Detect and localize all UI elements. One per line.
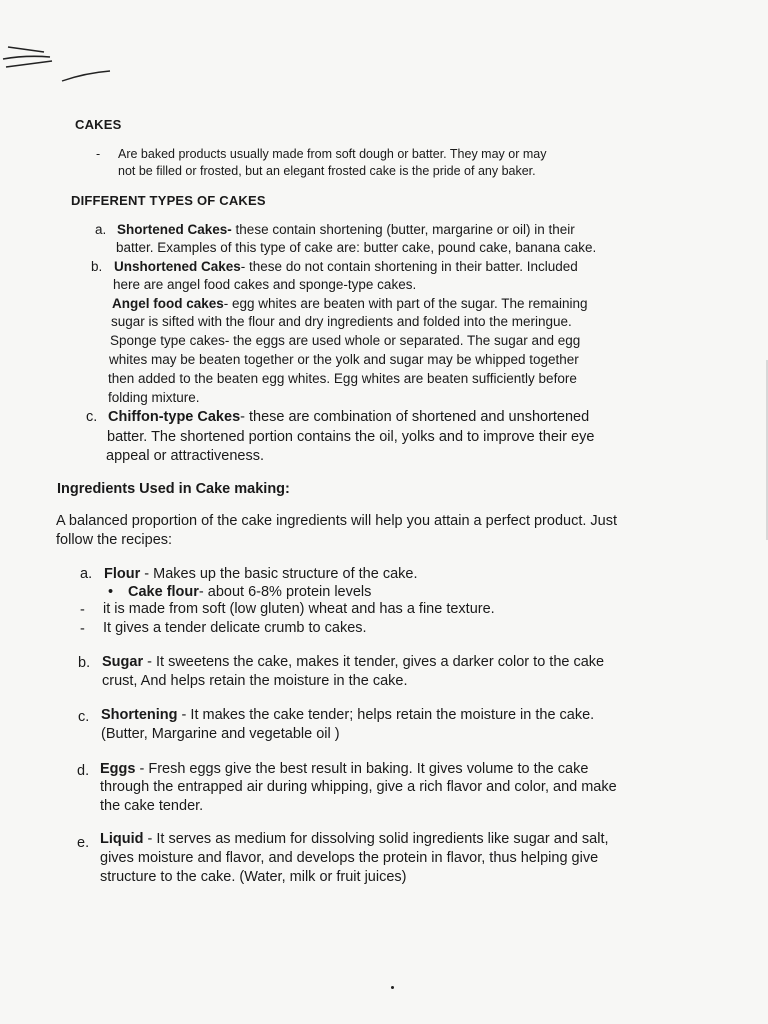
type-c-line-1 [108, 408, 589, 428]
handwritten-marks [0, 35, 120, 90]
type-a-marker: a. [95, 222, 107, 237]
shortening-marker: c. [78, 709, 90, 725]
sugar-marker: b. [78, 655, 91, 671]
liquid-term: Liquid [100, 831, 144, 847]
cake-flour-text: - about 6-8% protein levels [198, 584, 372, 600]
intro-line-1: Are baked products usually made from soft dough or batter. They may or may [118, 147, 547, 161]
intro-line-2: not be filled or frosted, but an elegant frosted cake is the pride of any baker. [118, 164, 536, 178]
shortening-line-2: (Butter, Margarine and vegetable oil ) [101, 726, 340, 742]
sponge-line-4: folding mixture. [108, 390, 200, 405]
liquid-line-3: structure to the cake. (Water, milk or fruit juices) [100, 869, 407, 885]
type-b-text-1: - these do not contain shortening in their batter. Included [240, 259, 578, 274]
type-a-line-1 [117, 221, 575, 240]
sugar-line-1 [102, 653, 604, 673]
flour-line [104, 565, 418, 585]
shortening-term: Shortening [101, 707, 178, 723]
sponge-line-3: then added to the beaten egg whites. Egg whites are beaten sufficiently before [108, 371, 577, 386]
sponge-line-2: whites may be beaten together or the yolk and sugar may be whipped together [109, 352, 579, 367]
section-title-cakes: CAKES [75, 117, 122, 132]
liquid-line-2: gives moisture and flavor, and develops the protein in flavor, thus helping give [100, 850, 599, 866]
type-c-line-2: batter. The shortened portion contains the oil, yolks and to improve their eye [107, 429, 595, 445]
type-b-term: Unshortened Cakes [114, 259, 241, 274]
type-a-term: Shortened Cakes- [117, 222, 232, 237]
page-dot-mark [391, 986, 394, 989]
flour-note-1: it is made from soft (low gluten) wheat and has a fine texture. [103, 601, 495, 617]
shortening-text-1: - It makes the cake tender; helps retain the moisture in the cake. [177, 707, 595, 723]
type-b-line-1 [114, 258, 578, 277]
flour-dash-2: - [80, 621, 85, 637]
eggs-term: Eggs [100, 761, 136, 777]
flour-note-2: It gives a tender delicate crumb to cakes. [103, 620, 367, 636]
flour-marker: a. [80, 566, 93, 582]
sugar-line-2: crust, And helps retain the moisture in the cake. [102, 673, 408, 689]
eggs-marker: d. [77, 763, 90, 779]
sugar-text-1: - It sweetens the cake, makes it tender, gives a darker color to the cake [143, 654, 605, 670]
angel-line-2: sugar is sifted with the flour and dry ingredients and folded into the meringue. [111, 314, 572, 329]
cake-flour-bullet: • [108, 584, 114, 600]
type-c-marker: c. [86, 409, 98, 425]
sponge-line-1: Sponge type cakes- the eggs are used whole or separated. The sugar and egg [110, 333, 581, 348]
type-c-text-1: - these are combination of shortened and unshortened [240, 409, 590, 425]
shortening-line-1 [101, 706, 594, 726]
liquid-marker: e. [77, 835, 90, 851]
type-c-term: Chiffon-type Cakes [108, 409, 241, 425]
liquid-line-1 [100, 830, 609, 850]
type-c-line-3: appeal or attractiveness. [106, 448, 264, 464]
type-a-line-2: batter. Examples of this type of cake are: butter cake, pound cake, banana cake. [116, 240, 597, 255]
flour-dash-1: - [80, 602, 85, 618]
eggs-line-1 [100, 760, 588, 780]
angel-text-1: - egg whites are beaten with part of the sugar. The remaining [223, 296, 588, 311]
liquid-text-1: - It serves as medium for dissolving solid ingredients like sugar and salt, [143, 831, 609, 847]
type-a-text-1: these contain shortening (butter, margarine or oil) in their [231, 222, 575, 237]
ingredients-intro-line-1: A balanced proportion of the cake ingredients will help you attain a perfect product. Just [56, 513, 618, 529]
angel-line-1 [112, 295, 588, 314]
type-b-line-2: here are angel food cakes and sponge-type cakes. [113, 277, 417, 292]
ingredients-intro-line-2: follow the recipes: [56, 532, 173, 548]
flour-term: Flour [104, 566, 141, 582]
eggs-line-3: the cake tender. [100, 798, 204, 814]
eggs-line-2: through the entrapped air during whipping, give a rich flavor and color, and make [100, 779, 617, 795]
eggs-text-1: - Fresh eggs give the best result in baking. It gives volume to the cake [135, 761, 589, 777]
flour-text: - Makes up the basic structure of the cake. [140, 566, 418, 582]
angel-term: Angel food cakes [112, 296, 224, 311]
sugar-term: Sugar [102, 654, 144, 670]
type-b-marker: b. [91, 259, 103, 274]
section-title-ingredients: Ingredients Used in Cake making: [57, 481, 290, 497]
intro-bullet: - [96, 147, 101, 161]
section-title-types: DIFFERENT TYPES OF CAKES [71, 193, 266, 208]
cake-flour-term: Cake flour [128, 584, 199, 600]
